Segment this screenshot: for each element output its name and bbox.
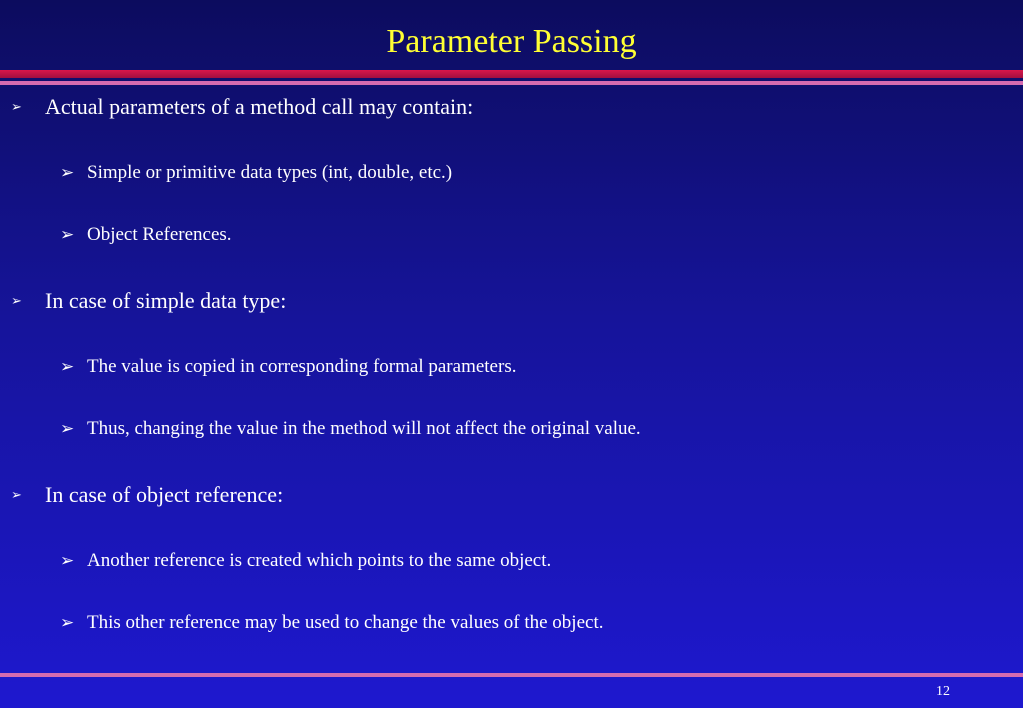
title-underline-red [0, 70, 1023, 78]
arrow-bullet-icon: ➢ [60, 225, 75, 244]
bullet-text: In case of simple data type: [45, 288, 287, 313]
sub-bullet-text: Simple or primitive data types (int, double, etc.) [87, 162, 453, 183]
bullet-item [11, 94, 473, 120]
arrow-bullet-icon: ➢ [11, 293, 22, 308]
arrow-bullet-icon: ➢ [60, 163, 75, 182]
arrow-bullet-icon: ➢ [60, 551, 75, 570]
sub-bullet-item [60, 161, 452, 185]
arrow-bullet-icon: ➢ [11, 487, 22, 502]
sub-bullet-text: Another reference is created which points to the same object. [87, 550, 552, 571]
sub-bullet-item [60, 549, 551, 573]
title-underline-pink [0, 81, 1023, 85]
sub-bullet-item [60, 417, 641, 441]
bullet-text: In case of object reference: [45, 482, 284, 507]
sub-bullet-text: Thus, changing the value in the method will not affect the original value. [87, 418, 641, 439]
arrow-bullet-icon: ➢ [60, 357, 75, 376]
bullet-text: Actual parameters of a method call may contain: [45, 94, 474, 119]
sub-bullet-text: The value is copied in corresponding formal parameters. [87, 356, 517, 377]
sub-bullet-text: Object References. [87, 224, 232, 245]
sub-bullet-item [60, 611, 603, 635]
bullet-item [11, 482, 283, 508]
arrow-bullet-icon: ➢ [60, 419, 75, 438]
arrow-bullet-icon: ➢ [11, 99, 22, 114]
slide-title: Parameter Passing [386, 23, 637, 60]
bullet-item [11, 288, 286, 314]
arrow-bullet-icon: ➢ [60, 613, 75, 632]
page-number: 12 [936, 684, 950, 699]
sub-bullet-text: This other reference may be used to change the values of the object. [87, 612, 604, 633]
sub-bullet-item [60, 355, 516, 379]
footer-rule [0, 673, 1023, 677]
sub-bullet-item [60, 223, 232, 247]
